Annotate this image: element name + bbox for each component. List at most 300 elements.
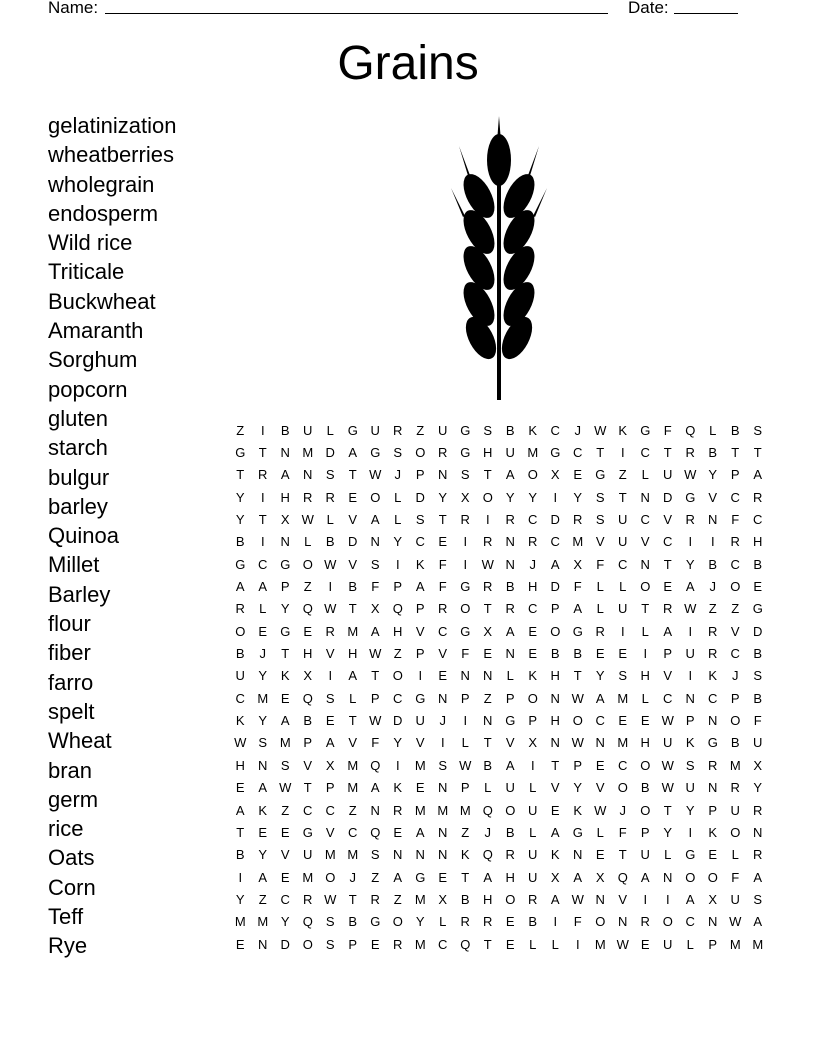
grid-letter[interactable]: G xyxy=(640,422,651,438)
grid-letter[interactable]: E xyxy=(753,579,763,595)
grid-letter[interactable]: J xyxy=(709,579,716,595)
grid-letter[interactable]: G xyxy=(460,422,471,438)
grid-letter[interactable]: D xyxy=(753,623,763,639)
grid-letter[interactable]: G xyxy=(280,556,291,572)
grid-letter[interactable]: A xyxy=(348,445,358,461)
grid-letter[interactable]: C xyxy=(730,646,740,662)
grid-letter[interactable]: U xyxy=(528,802,538,818)
grid-letter[interactable]: A xyxy=(573,601,583,617)
grid-letter[interactable]: Y xyxy=(505,489,515,505)
grid-letter[interactable]: N xyxy=(483,713,493,729)
grid-letter[interactable]: G xyxy=(347,422,358,438)
grid-letter[interactable]: V xyxy=(708,489,718,505)
grid-letter[interactable]: I xyxy=(463,534,468,550)
grid-letter[interactable]: N xyxy=(505,534,515,550)
grid-letter[interactable]: N xyxy=(753,824,763,840)
grid-letter[interactable]: A xyxy=(483,869,493,885)
grid-letter[interactable]: C xyxy=(303,802,313,818)
grid-letter[interactable]: S xyxy=(438,757,448,773)
grid-letter[interactable]: Z xyxy=(618,467,627,483)
grid-letter[interactable]: P xyxy=(460,780,470,796)
grid-letter[interactable]: J xyxy=(349,869,356,885)
grid-letter[interactable]: I xyxy=(485,512,490,528)
grid-letter[interactable]: F xyxy=(438,579,447,595)
grid-letter[interactable]: R xyxy=(370,891,380,907)
grid-letter[interactable]: C xyxy=(618,556,628,572)
grid-letter[interactable]: Y xyxy=(258,847,268,863)
grid-letter[interactable]: K xyxy=(708,824,718,840)
grid-letter[interactable]: B xyxy=(528,914,538,930)
grid-letter[interactable]: Q xyxy=(392,601,403,617)
grid-letter[interactable]: N xyxy=(438,690,448,706)
grid-letter[interactable]: I xyxy=(395,757,400,773)
grid-letter[interactable]: Y xyxy=(393,534,403,550)
grid-letter[interactable]: C xyxy=(280,891,290,907)
grid-letter[interactable]: G xyxy=(460,445,471,461)
grid-letter[interactable]: N xyxy=(393,847,403,863)
grid-letter[interactable]: N xyxy=(708,914,718,930)
grid-letter[interactable]: I xyxy=(328,668,333,684)
grid-letter[interactable]: T xyxy=(483,735,492,751)
grid-letter[interactable]: U xyxy=(235,668,245,684)
grid-letter[interactable]: N xyxy=(303,467,313,483)
grid-letter[interactable]: R xyxy=(258,467,268,483)
grid-letter[interactable]: P xyxy=(663,646,673,662)
grid-letter[interactable]: B xyxy=(235,847,245,863)
grid-letter[interactable]: A xyxy=(753,914,763,930)
grid-letter[interactable]: A xyxy=(370,623,380,639)
grid-letter[interactable]: U xyxy=(618,601,628,617)
grid-letter[interactable]: U xyxy=(415,713,425,729)
grid-letter[interactable]: A xyxy=(235,579,245,595)
grid-letter[interactable]: O xyxy=(572,713,583,729)
grid-letter[interactable]: H xyxy=(505,869,515,885)
grid-letter[interactable]: O xyxy=(392,914,403,930)
grid-letter[interactable]: N xyxy=(685,690,695,706)
grid-letter[interactable]: F xyxy=(596,556,605,572)
grid-letter[interactable]: Y xyxy=(235,512,245,528)
grid-letter[interactable]: W xyxy=(279,780,292,796)
grid-letter[interactable]: W xyxy=(324,601,337,617)
grid-letter[interactable]: N xyxy=(280,445,290,461)
grid-letter[interactable]: L xyxy=(551,936,559,952)
grid-letter[interactable]: E xyxy=(663,579,673,595)
grid-letter[interactable]: C xyxy=(640,512,650,528)
grid-letter[interactable]: N xyxy=(550,735,560,751)
grid-letter[interactable]: T xyxy=(348,891,357,907)
grid-letter[interactable]: U xyxy=(663,735,673,751)
grid-letter[interactable]: F xyxy=(618,824,627,840)
grid-letter[interactable]: L xyxy=(709,422,717,438)
grid-letter[interactable]: E xyxy=(280,869,290,885)
grid-letter[interactable]: P xyxy=(460,690,470,706)
grid-letter[interactable]: P xyxy=(325,780,335,796)
grid-letter[interactable]: S xyxy=(325,467,335,483)
grid-letter[interactable]: R xyxy=(438,445,448,461)
grid-letter[interactable]: L xyxy=(326,512,334,528)
grid-letter[interactable]: H xyxy=(393,623,403,639)
grid-letter[interactable]: I xyxy=(620,623,625,639)
grid-letter[interactable]: U xyxy=(663,467,673,483)
grid-letter[interactable]: V xyxy=(348,512,358,528)
grid-letter[interactable]: M xyxy=(347,757,359,773)
grid-letter[interactable]: E xyxy=(595,646,605,662)
grid-letter[interactable]: S xyxy=(483,422,493,438)
grid-letter[interactable]: A xyxy=(505,757,515,773)
grid-letter[interactable]: B xyxy=(730,422,740,438)
grid-letter[interactable]: R xyxy=(393,422,403,438)
grid-letter[interactable]: R xyxy=(528,891,538,907)
grid-letter[interactable]: E xyxy=(348,489,358,505)
grid-letter[interactable]: V xyxy=(595,534,605,550)
grid-letter[interactable]: S xyxy=(685,757,695,773)
grid-letter[interactable]: M xyxy=(617,735,629,751)
grid-letter[interactable]: W xyxy=(369,646,382,662)
grid-letter[interactable]: T xyxy=(753,445,762,461)
grid-letter[interactable]: I xyxy=(463,713,468,729)
grid-letter[interactable]: S xyxy=(460,467,470,483)
grid-letter[interactable]: B xyxy=(505,579,515,595)
grid-letter[interactable]: E xyxy=(528,623,538,639)
grid-letter[interactable]: P xyxy=(685,713,695,729)
grid-letter[interactable]: B xyxy=(235,534,245,550)
grid-letter[interactable]: N xyxy=(663,869,673,885)
grid-letter[interactable]: O xyxy=(640,579,651,595)
grid-letter[interactable]: G xyxy=(707,735,718,751)
grid-letter[interactable]: C xyxy=(573,445,583,461)
grid-letter[interactable]: P xyxy=(550,601,560,617)
date-blank[interactable] xyxy=(674,13,738,14)
grid-letter[interactable]: Q xyxy=(482,847,493,863)
grid-letter[interactable]: P xyxy=(528,713,538,729)
grid-letter[interactable]: H xyxy=(640,668,650,684)
grid-letter[interactable]: C xyxy=(528,512,538,528)
grid-letter[interactable]: F xyxy=(753,713,762,729)
grid-letter[interactable]: M xyxy=(347,847,359,863)
grid-letter[interactable]: N xyxy=(640,556,650,572)
grid-letter[interactable]: B xyxy=(753,556,763,572)
grid-letter[interactable]: O xyxy=(550,623,561,639)
grid-letter[interactable]: E xyxy=(618,713,628,729)
grid-letter[interactable]: A xyxy=(550,891,560,907)
grid-letter[interactable]: P xyxy=(415,646,425,662)
grid-letter[interactable]: G xyxy=(505,713,516,729)
grid-letter[interactable]: P xyxy=(348,936,358,952)
grid-letter[interactable]: T xyxy=(303,780,312,796)
grid-letter[interactable]: D xyxy=(393,713,403,729)
grid-letter[interactable]: F xyxy=(573,579,582,595)
grid-letter[interactable]: H xyxy=(483,445,493,461)
grid-letter[interactable]: R xyxy=(483,579,493,595)
grid-letter[interactable]: C xyxy=(528,601,538,617)
grid-letter[interactable]: F xyxy=(461,646,470,662)
grid-letter[interactable]: U xyxy=(438,422,448,438)
grid-letter[interactable]: K xyxy=(528,668,538,684)
grid-letter[interactable]: Q xyxy=(302,690,313,706)
grid-letter[interactable]: H xyxy=(235,757,245,773)
grid-letter[interactable]: S xyxy=(753,891,763,907)
grid-letter[interactable]: P xyxy=(370,690,380,706)
grid-letter[interactable]: H xyxy=(348,646,358,662)
grid-letter[interactable]: C xyxy=(640,445,650,461)
grid-letter[interactable]: K xyxy=(460,847,470,863)
grid-letter[interactable]: Q xyxy=(685,422,696,438)
grid-letter[interactable]: V xyxy=(640,534,650,550)
grid-letter[interactable]: H xyxy=(280,489,290,505)
grid-letter[interactable]: E xyxy=(235,780,245,796)
grid-letter[interactable]: C xyxy=(325,802,335,818)
grid-letter[interactable]: I xyxy=(688,668,693,684)
grid-letter[interactable]: F xyxy=(731,512,740,528)
grid-letter[interactable]: T xyxy=(258,512,267,528)
grid-letter[interactable]: B xyxy=(460,891,470,907)
grid-letter[interactable]: I xyxy=(643,891,648,907)
grid-letter[interactable]: L xyxy=(596,579,604,595)
grid-letter[interactable]: S xyxy=(370,556,380,572)
grid-letter[interactable]: T xyxy=(348,467,357,483)
grid-letter[interactable]: M xyxy=(594,936,606,952)
grid-letter[interactable]: C xyxy=(753,512,763,528)
grid-letter[interactable]: N xyxy=(505,556,515,572)
grid-letter[interactable]: Q xyxy=(302,601,313,617)
grid-letter[interactable]: U xyxy=(618,512,628,528)
grid-letter[interactable]: M xyxy=(527,445,539,461)
grid-letter[interactable]: P xyxy=(303,735,313,751)
grid-letter[interactable]: Z xyxy=(393,891,402,907)
grid-letter[interactable]: W xyxy=(661,757,674,773)
grid-letter[interactable]: E xyxy=(528,646,538,662)
grid-letter[interactable]: W xyxy=(324,891,337,907)
grid-letter[interactable]: R xyxy=(640,914,650,930)
grid-letter[interactable]: A xyxy=(280,713,290,729)
grid-letter[interactable]: H xyxy=(528,579,538,595)
grid-letter[interactable]: O xyxy=(505,802,516,818)
grid-letter[interactable]: T xyxy=(348,713,357,729)
grid-letter[interactable]: Q xyxy=(460,936,471,952)
grid-letter[interactable]: O xyxy=(685,869,696,885)
grid-letter[interactable]: O xyxy=(482,489,493,505)
grid-letter[interactable]: V xyxy=(303,757,313,773)
grid-letter[interactable]: O xyxy=(640,757,651,773)
grid-letter[interactable]: J xyxy=(259,646,266,662)
grid-letter[interactable]: E xyxy=(505,914,515,930)
grid-letter[interactable]: N xyxy=(438,847,448,863)
grid-letter[interactable]: L xyxy=(506,668,514,684)
grid-letter[interactable]: N xyxy=(415,847,425,863)
grid-letter[interactable]: X xyxy=(595,869,605,885)
grid-letter[interactable]: E xyxy=(595,847,605,863)
grid-letter[interactable]: R xyxy=(460,512,470,528)
grid-letter[interactable]: U xyxy=(663,936,673,952)
grid-letter[interactable]: I xyxy=(440,735,445,751)
grid-letter[interactable]: E xyxy=(618,646,628,662)
grid-letter[interactable]: Z xyxy=(708,601,717,617)
grid-letter[interactable]: N xyxy=(483,668,493,684)
grid-letter[interactable]: Y xyxy=(280,601,290,617)
grid-letter[interactable]: A xyxy=(505,467,515,483)
grid-letter[interactable]: O xyxy=(662,914,673,930)
grid-letter[interactable]: B xyxy=(640,780,650,796)
grid-letter[interactable]: A xyxy=(753,869,763,885)
grid-letter[interactable]: M xyxy=(617,690,629,706)
grid-letter[interactable]: B xyxy=(573,646,583,662)
grid-letter[interactable]: Y xyxy=(663,824,673,840)
grid-letter[interactable]: G xyxy=(550,445,561,461)
grid-letter[interactable]: I xyxy=(710,534,715,550)
grid-letter[interactable]: T xyxy=(461,869,470,885)
grid-letter[interactable]: X xyxy=(460,489,470,505)
grid-letter[interactable]: I xyxy=(665,891,670,907)
grid-letter[interactable]: Y xyxy=(393,735,403,751)
grid-letter[interactable]: Y xyxy=(753,780,763,796)
grid-letter[interactable]: O xyxy=(415,445,426,461)
grid-letter[interactable]: L xyxy=(349,690,357,706)
grid-letter[interactable]: L xyxy=(664,847,672,863)
grid-letter[interactable]: M xyxy=(414,757,426,773)
grid-letter[interactable]: K xyxy=(235,713,245,729)
grid-letter[interactable]: W xyxy=(369,713,382,729)
grid-letter[interactable]: S xyxy=(618,668,628,684)
grid-letter[interactable]: E xyxy=(573,467,583,483)
grid-letter[interactable]: A xyxy=(370,780,380,796)
grid-letter[interactable]: R xyxy=(573,512,583,528)
grid-letter[interactable]: K xyxy=(280,668,290,684)
grid-letter[interactable]: V xyxy=(663,668,673,684)
grid-letter[interactable]: P xyxy=(415,601,425,617)
grid-letter[interactable]: D xyxy=(348,534,358,550)
grid-letter[interactable]: R xyxy=(708,646,718,662)
grid-letter[interactable]: A xyxy=(685,891,695,907)
grid-letter[interactable]: R xyxy=(730,780,740,796)
grid-letter[interactable]: O xyxy=(730,824,741,840)
grid-letter[interactable]: E xyxy=(708,847,718,863)
grid-letter[interactable]: M xyxy=(729,936,741,952)
grid-letter[interactable]: L xyxy=(641,623,649,639)
grid-letter[interactable]: R xyxy=(753,802,763,818)
grid-letter[interactable]: Y xyxy=(708,467,718,483)
grid-letter[interactable]: Y xyxy=(258,713,268,729)
grid-letter[interactable]: I xyxy=(643,646,648,662)
grid-letter[interactable]: R xyxy=(708,623,718,639)
grid-letter[interactable]: Z xyxy=(461,824,470,840)
grid-letter[interactable]: L xyxy=(731,847,739,863)
grid-letter[interactable]: M xyxy=(414,936,426,952)
grid-letter[interactable]: H xyxy=(753,534,763,550)
grid-letter[interactable]: C xyxy=(685,914,695,930)
grid-letter[interactable]: Z xyxy=(393,646,402,662)
grid-letter[interactable]: C xyxy=(663,690,673,706)
grid-letter[interactable]: T xyxy=(483,467,492,483)
grid-letter[interactable]: Q xyxy=(482,802,493,818)
grid-letter[interactable]: G xyxy=(460,579,471,595)
grid-letter[interactable]: A xyxy=(258,579,268,595)
grid-letter[interactable]: E xyxy=(235,936,245,952)
grid-letter[interactable]: O xyxy=(730,713,741,729)
grid-letter[interactable]: A xyxy=(595,690,605,706)
grid-letter[interactable]: G xyxy=(235,556,246,572)
grid-letter[interactable]: T xyxy=(236,467,245,483)
grid-letter[interactable]: C xyxy=(438,623,448,639)
grid-letter[interactable]: W xyxy=(324,556,337,572)
grid-letter[interactable]: B xyxy=(303,713,313,729)
grid-letter[interactable]: T xyxy=(663,556,672,572)
grid-letter[interactable]: B xyxy=(325,534,335,550)
grid-letter[interactable]: F xyxy=(438,556,447,572)
grid-letter[interactable]: T xyxy=(371,668,380,684)
grid-letter[interactable]: R xyxy=(753,489,763,505)
grid-letter[interactable]: T xyxy=(731,445,740,461)
grid-letter[interactable]: W xyxy=(571,735,584,751)
grid-letter[interactable]: W xyxy=(481,556,494,572)
grid-letter[interactable]: S xyxy=(325,690,335,706)
grid-letter[interactable]: B xyxy=(730,735,740,751)
grid-letter[interactable]: Z xyxy=(258,891,267,907)
grid-letter[interactable]: U xyxy=(505,445,515,461)
grid-letter[interactable]: O xyxy=(392,668,403,684)
grid-letter[interactable]: S xyxy=(325,914,335,930)
grid-letter[interactable]: L xyxy=(326,422,334,438)
grid-letter[interactable]: S xyxy=(258,735,268,751)
grid-letter[interactable]: Y xyxy=(258,668,268,684)
grid-letter[interactable]: A xyxy=(325,735,335,751)
grid-letter[interactable]: Z xyxy=(348,802,357,818)
grid-letter[interactable]: Y xyxy=(528,489,538,505)
grid-letter[interactable]: X xyxy=(280,512,290,528)
grid-letter[interactable]: C xyxy=(730,489,740,505)
grid-letter[interactable]: I xyxy=(260,489,265,505)
grid-letter[interactable]: N xyxy=(618,914,628,930)
grid-letter[interactable]: A xyxy=(235,802,245,818)
grid-letter[interactable]: R xyxy=(303,489,313,505)
grid-letter[interactable]: C xyxy=(618,757,628,773)
grid-letter[interactable]: R xyxy=(303,891,313,907)
grid-letter[interactable]: I xyxy=(688,824,693,840)
grid-letter[interactable]: V xyxy=(550,780,560,796)
grid-letter[interactable]: R xyxy=(483,914,493,930)
grid-letter[interactable]: N xyxy=(438,467,448,483)
grid-letter[interactable]: R xyxy=(393,802,403,818)
grid-letter[interactable]: I xyxy=(418,668,423,684)
grid-letter[interactable]: A xyxy=(550,824,560,840)
grid-letter[interactable]: I xyxy=(238,869,243,885)
grid-letter[interactable]: A xyxy=(640,869,650,885)
grid-letter[interactable]: G xyxy=(370,445,381,461)
grid-letter[interactable]: T xyxy=(663,802,672,818)
grid-letter[interactable]: R xyxy=(235,601,245,617)
grid-letter[interactable]: K xyxy=(708,668,718,684)
grid-letter[interactable]: C xyxy=(663,534,673,550)
grid-letter[interactable]: Y xyxy=(280,914,290,930)
grid-letter[interactable]: K xyxy=(573,802,583,818)
grid-letter[interactable]: O xyxy=(640,802,651,818)
grid-letter[interactable]: C xyxy=(415,534,425,550)
grid-letter[interactable]: T xyxy=(483,601,492,617)
grid-letter[interactable]: T xyxy=(663,445,672,461)
grid-letter[interactable]: P xyxy=(393,579,403,595)
grid-letter[interactable]: L xyxy=(641,690,649,706)
grid-letter[interactable]: O xyxy=(527,467,538,483)
grid-letter[interactable]: Y xyxy=(235,891,245,907)
grid-letter[interactable]: S xyxy=(393,445,403,461)
grid-letter[interactable]: W xyxy=(684,601,697,617)
grid-letter[interactable]: B xyxy=(235,646,245,662)
grid-letter[interactable]: E xyxy=(640,936,650,952)
grid-letter[interactable]: E xyxy=(505,936,515,952)
grid-letter[interactable]: S xyxy=(753,668,763,684)
grid-letter[interactable]: Z xyxy=(483,690,492,706)
grid-letter[interactable]: R xyxy=(663,601,673,617)
grid-letter[interactable]: G xyxy=(302,824,313,840)
